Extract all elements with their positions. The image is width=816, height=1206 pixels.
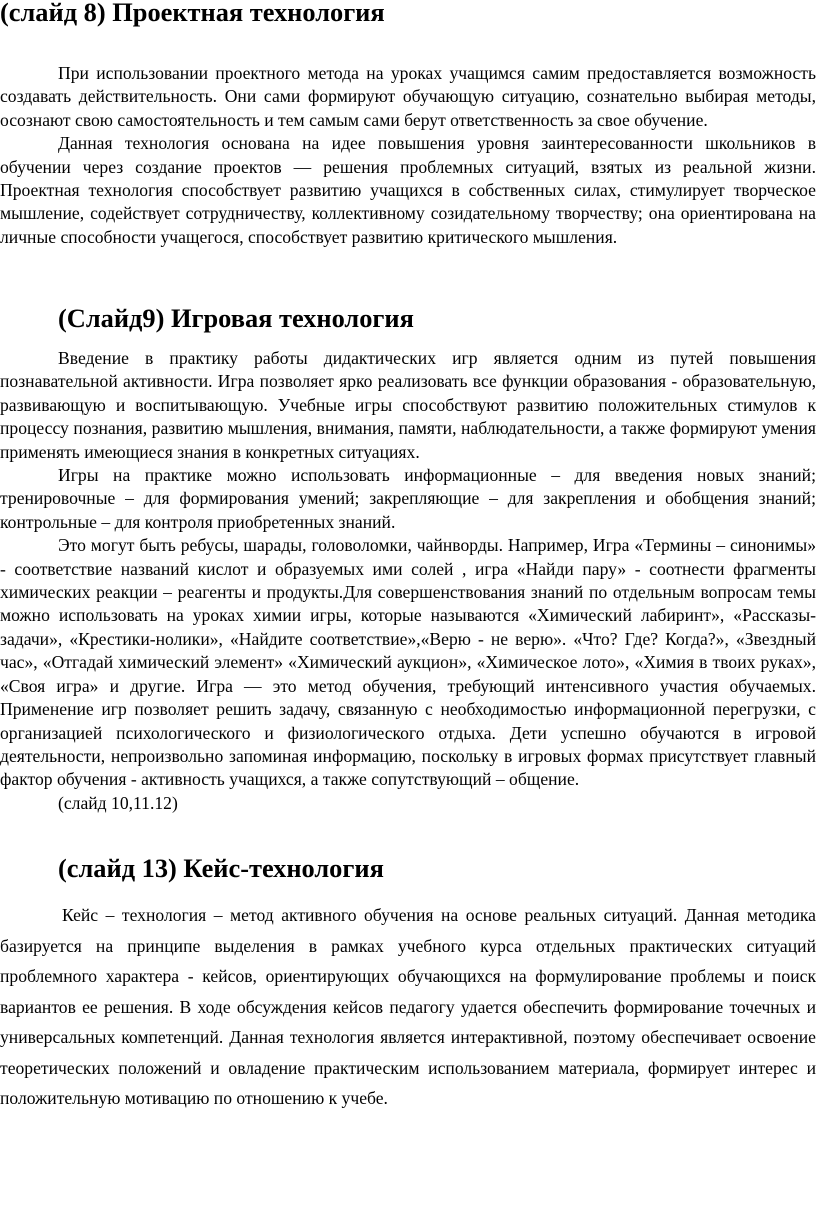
section-body-project-technology — [0, 62, 816, 249]
section-title-case-technology: (слайд 13) Кейс-технология — [58, 853, 384, 883]
section-body-case-technology — [0, 900, 816, 1114]
section-title-project-technology: (слайд 8) Проектная технология — [0, 0, 385, 27]
paragraph: При использовании проектного метода на уроках учащимся самим предоставляется возможность создавать действительность. Они сами формируют обучающую ситуацию, сознательно выбирая методы, осознают свою самостоятельность и тем самым сами берут ответственность за свое обучение. — [0, 63, 816, 130]
section-title-game-technology: (Слайд9) Игровая технология — [58, 303, 414, 333]
section-body-game-technology — [0, 347, 816, 815]
paragraph: Кейс – технология – метод активного обучения на основе реальных ситуаций. Данная методика базируется на принципе выделения в рамках учебного курса отдельных практических ситуаций проблемного характера - кейсов, ориентирующих обучающихся на формулирование проблемы и поиск вариантов ее решения. В ходе обсуждения кейсов педагогу удается обеспечить формирование точечных и универсальных компетенций. Данная технология является интерактивной, поэтому обеспечивает освоение теоретических положений и овладение практическим использованием материала, формирует интерес и положительную мотивацию по отношению к учебе. — [0, 905, 816, 1108]
slide-reference: (слайд 10,11.12) — [58, 792, 178, 813]
paragraph: Введение в практику работы дидактических игр является одним из путей повышения познавательной активности. Игра позволяет ярко реализовать все функции образования - образовательную, развивающую и воспитывающую. Учебные игры способствуют развитию положительных стимулов к процессу познания, развитию мышления, внимания, памяти, наблюдательности, а также формируют умения применять имеющиеся знания в конкретных ситуациях. — [0, 348, 816, 462]
paragraph: Игры на практике можно использовать информационные – для введения новых знаний; тренировочные – для формирования умений; закрепляющие – для закрепления и обобщения знаний; контрольные – для контроля приобретенных знаний. — [0, 465, 816, 532]
paragraph: Это могут быть ребусы, шарады, головоломки, чайнворды. Например, Игра «Термины – синонимы» - соответствие названий кислот и образуемых ими солей , игра «Найди пару» - соотнести фрагменты химических реакции – реагенты и продукты.Для совершенствования знаний по отдельным вопросам темы можно использовать на уроках химии игры, которые называются «Химический лабиринт», «Рассказы-задачи», «Крестики-нолики», «Найдите соответствие»,«Верю - не верю». «Что? Где? Когда?», «Звездный час», «Отгадай химический элемент» «Химический аукцион», «Химическое лото», «Химия в твоих руках», «Своя игра» и другие. Игра — это метод обучения, требующий интенсивного участия обучаемых. Применение игр позволяет решить задачу, связанную с необходимостью информационной перегрузки, с организацией психологического и физиологического отдыха. Дети успешно обучаются в игровой деятельности, непроизвольно запоминая информацию, поскольку в игровых формах присутствует главный фактор обучения - активность учащихся, а также сопутствующий – общение. — [0, 535, 816, 790]
paragraph: Данная технология основана на идее повышения уровня заинтересованности школьников в обучении через создание проектов — решения проблемных ситуаций, взятых из реальной жизни. Проектная технология способствует развитию учащихся в собственных силах, стимулирует творческое мышление, содействует сотрудничеству, коллективному созидательному творчеству; она ориентирована на личные способности учащегося, способствует развитию критического мышления. — [0, 133, 816, 247]
